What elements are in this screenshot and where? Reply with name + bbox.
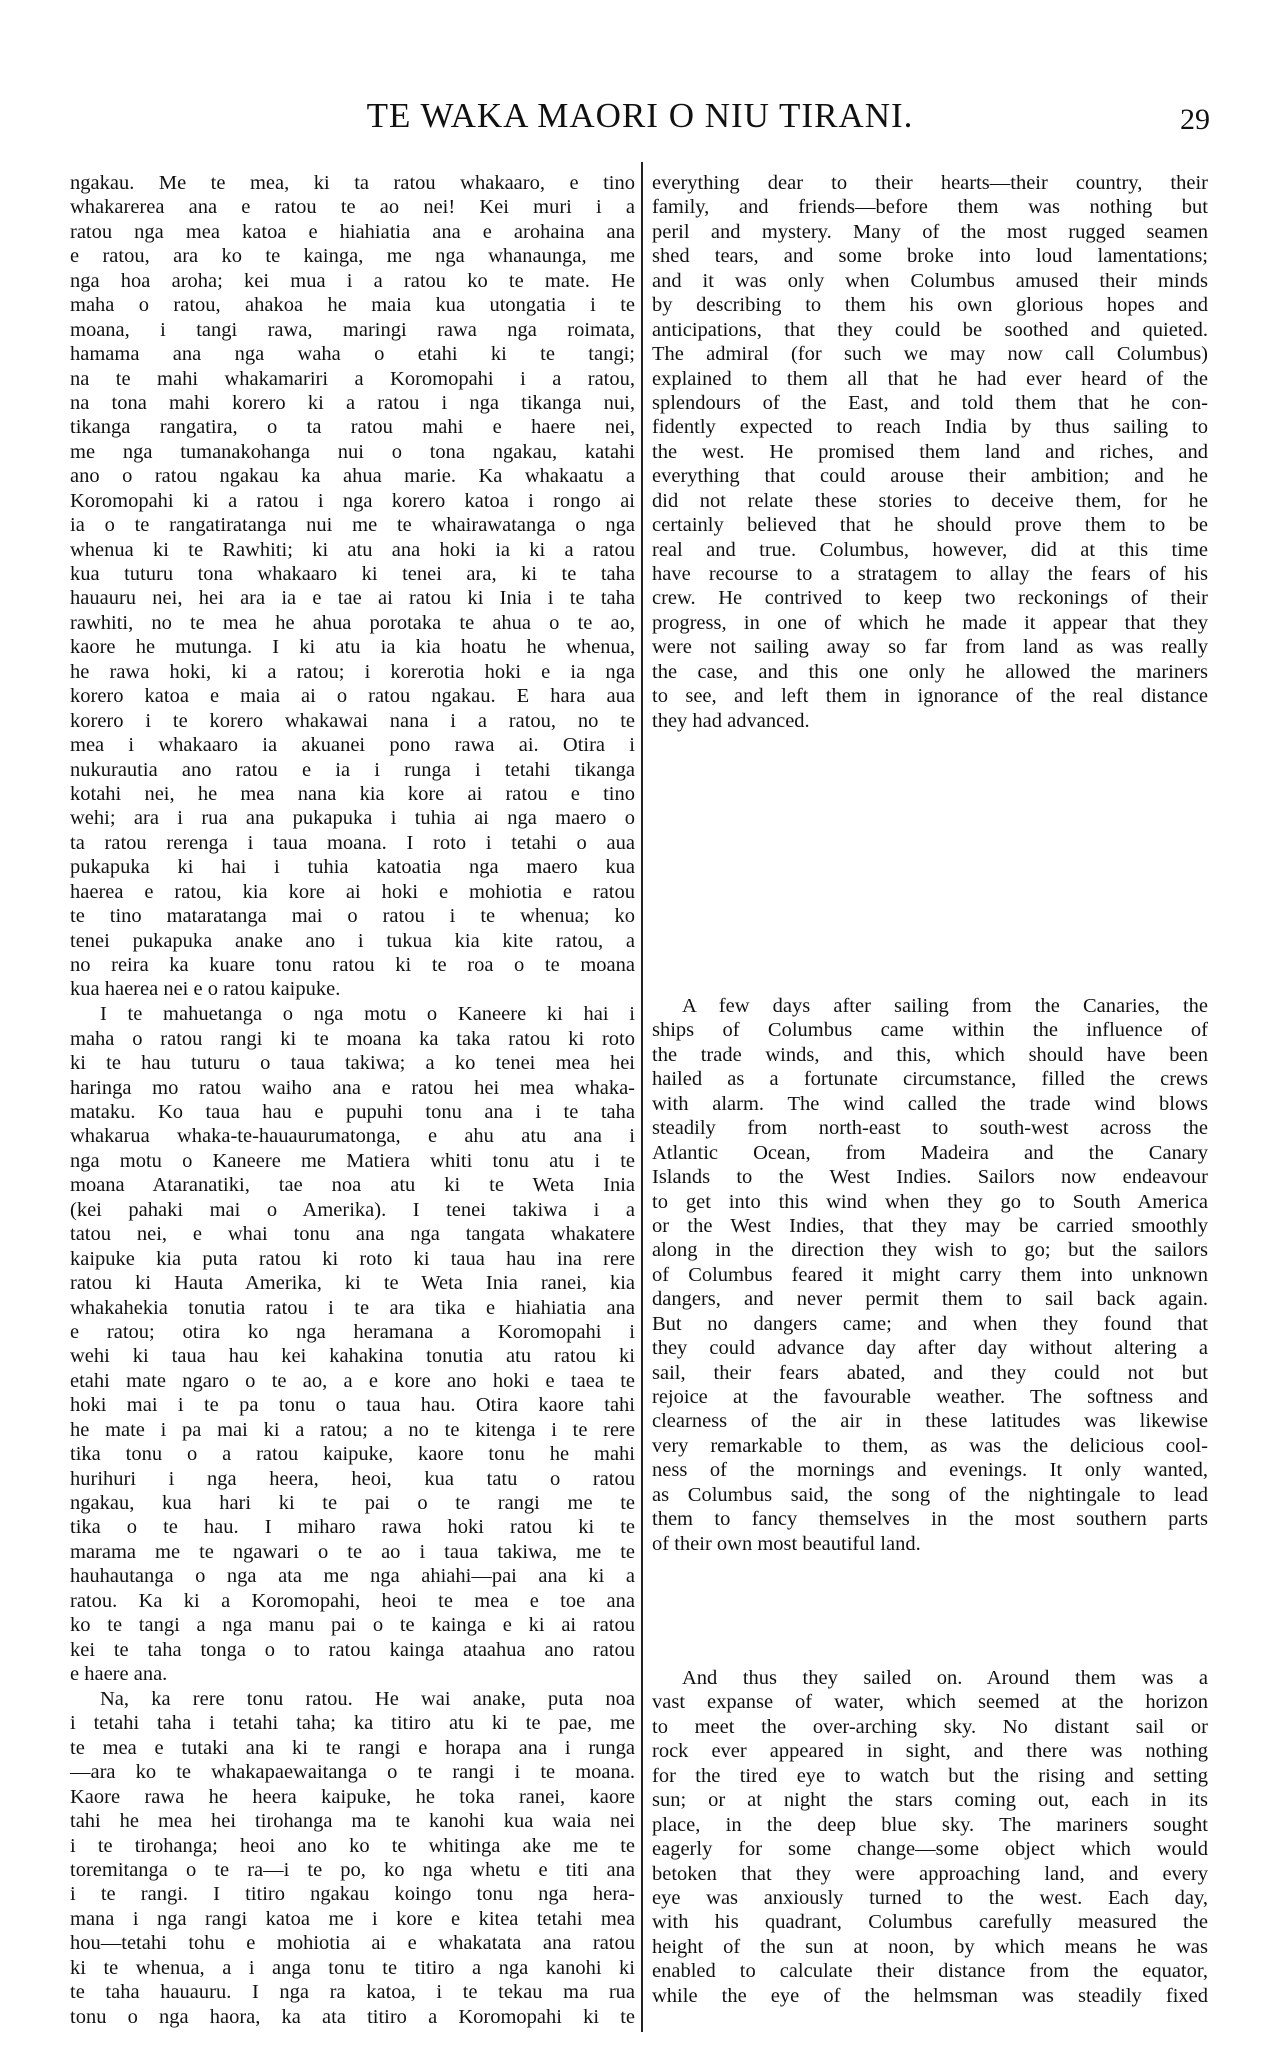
text-line: The admiral (for such we may now call Columbus)	[652, 343, 1208, 366]
text-line: ki te hau tuturu o taua takiwa; a ko tenei mea hei	[70, 1052, 635, 1075]
text-line: kaore he mutunga. I ki atu ia kia hoatu he whenua,	[70, 636, 635, 659]
text-line: i tetahi taha i tetahi taha; ka titiro atu ki te pae, me	[70, 1712, 635, 1735]
text-line: he mate i pa mai ki a ratou; a no te kitenga i te rere	[70, 1418, 635, 1441]
text-line: did not relate these stories to deceive them, for he	[652, 489, 1208, 512]
text-line: them to fancy themselves in the most southern parts	[652, 1508, 1208, 1531]
text-line: while the eye of the helmsman was steadily fixed	[652, 1984, 1208, 2007]
text-line: whakahekia tonutia ratou i te ara tika e hiahiatia ana	[70, 1296, 635, 1319]
text-line: i te rangi. I titiro ngakau koingo tonu nga hera-	[70, 1883, 635, 1906]
text-line: of their own most beautiful land.	[652, 1532, 921, 1555]
text-line: te mea e tutaki ana ki te rangi e horapa ana i runga	[70, 1736, 635, 1759]
text-line: dangers, and never permit them to sail back again.	[652, 1288, 1208, 1311]
text-line: ki te whenua, a i anga tonu te titiro a nga kanohi ki	[70, 1956, 635, 1979]
text-line: hurihuri i nga heera, heoi, kua tatu o ratou	[70, 1467, 635, 1490]
text-line: e ratou; otira ko nga heramana a Koromopahi i	[70, 1320, 635, 1343]
text-line: kua haerea nei e o ratou kaipuke.	[70, 978, 341, 1001]
text-line: family, and friends—before them was nothing but	[652, 196, 1208, 219]
text-line: rejoice at the favourable weather. The softness and	[652, 1386, 1208, 1408]
text-line: te taha hauauru. I nga ra katoa, i te tekau ma rua	[70, 1981, 635, 2004]
text-line: haringa mo ratou waiho ana e ratou hei mea whaka-	[70, 1076, 635, 1099]
text-line: with alarm. The wind called the trade wind blows	[652, 1092, 1208, 1115]
text-line: betoken that they were approaching land, and every	[652, 1862, 1208, 1885]
text-line: and it was only when Columbus amused their minds	[652, 269, 1208, 292]
text-line: by describing to them his own glorious hopes and	[652, 294, 1208, 317]
text-line: he rawa hoki, ki a ratou; i korerotia hoki e ia nga	[70, 660, 635, 683]
text-line: hoki mai i te pa tonu o taua hau. Otira kaore tahi	[70, 1394, 635, 1417]
text-line: korero katoa e maia ai o ratou ngakau. E hara aua	[70, 685, 635, 708]
text-line: ngakau. Me te mea, ki ta ratou whakaaro, e tino	[70, 172, 635, 194]
text-line: height of the sun at noon, by which means he was	[652, 1935, 1208, 1958]
text-line: everything dear to their hearts—their country, their	[652, 172, 1208, 194]
text-line: And thus they sailed on. Around them was a	[682, 1667, 1208, 1689]
paragraph	[70, 171, 635, 1002]
text-line: eagerly for some change—some object which would	[652, 1838, 1208, 1861]
text-line: they had advanced.	[652, 709, 810, 732]
text-line: no reira ka kuare tonu ratou ki te roa o te moana	[70, 954, 635, 976]
text-line: ratou nga mea katoa e hiahiatia ana e arohaina ana	[70, 220, 635, 243]
text-line: i te tirohanga; heoi ano ko te whitinga ake me te	[70, 1834, 635, 1857]
text-line: tenei pukapuka anake ano i tukua kia kite ratou, a	[70, 929, 635, 952]
text-line: nga hoa aroha; kei mua i a ratou ko te mate. He	[70, 269, 635, 292]
text-line: Koromopahi ki a ratou i nga korero katoa i rongo ai	[70, 489, 635, 512]
text-line: vast expanse of water, which seemed at the horizon	[652, 1691, 1208, 1714]
text-line: tonu o nga haora, ka ata titiro a Koromopahi ki te	[70, 2005, 635, 2028]
text-line: peril and mystery. Many of the most rugged seamen	[652, 220, 1208, 243]
text-line: Kaore rawa he heera kaipuke, he toka ranei, kaore	[70, 1785, 635, 1808]
text-line: whakarerea ana e ratou te ao nei! Kei muri i a	[70, 196, 635, 219]
text-line: with his quadrant, Columbus carefully measured the	[652, 1911, 1208, 1934]
text-line: ano o ratou ngakau ka ahua marie. Ka whakaatu a	[70, 465, 635, 488]
text-line: wehi; ara i rua ana pukapuka i tuhia ai nga maero o	[70, 807, 635, 830]
text-line: etahi mate ngaro o te ao, a e kore ano hoki e taea te	[70, 1369, 635, 1392]
text-line: kua tuturu tona whakaaro ki tenei ara, ki te taha	[70, 563, 635, 585]
text-line: along in the direction they wish to go; but the sailors	[652, 1239, 1208, 1262]
paragraph	[70, 1687, 635, 2029]
text-line: (kei pahaki mai o Amerika). I tenei takiwa i a	[70, 1198, 635, 1221]
text-line: tika o te hau. I miharo rawa hoki ratou ki te	[70, 1516, 635, 1539]
text-line: the case, and this one only he allowed the mariners	[652, 660, 1208, 683]
text-line: place, in the deep blue sky. The mariners sought	[652, 1813, 1208, 1836]
text-line: tatou nei, e whai tonu ana nga tangata whakatere	[70, 1223, 635, 1246]
text-line: pukapuka ki hai i tuhia katoatia nga maero kua	[70, 856, 635, 879]
text-line: hauauru nei, hei ara ia e tae ai ratou ki Inia i te taha	[70, 587, 635, 610]
text-line: ness of the mornings and evenings. It only wanted,	[652, 1459, 1208, 1482]
text-line: hauhautanga o nga ata me nga ahiahi—pai ana ki a	[70, 1565, 635, 1588]
text-line: tika tonu o a ratou kaipuke, kaore tonu he mahi	[70, 1443, 635, 1466]
text-line: anticipations, that they could be soothed and quieted.	[652, 318, 1208, 341]
page-number: 29	[1180, 103, 1210, 136]
text-line: moana Ataranatiki, tae noa atu ki te Weta Inia	[70, 1174, 635, 1197]
text-line: for the tired eye to watch but the rising and setting	[652, 1764, 1208, 1787]
text-line: of Columbus feared it might carry them into unknown	[652, 1263, 1208, 1286]
text-line: explained to them all that he had ever heard of the	[652, 367, 1208, 390]
text-line: ngakau, kua hari ki te pai o te rangi me te	[70, 1492, 635, 1515]
text-line: splendours of the East, and told them that he con-	[652, 391, 1208, 414]
text-line: sail, their fears abated, and they could not but	[652, 1361, 1208, 1384]
text-line: to see, and left them in ignorance of the real distance	[652, 685, 1208, 708]
text-line: hou—tetahi tohu e mohiotia ai e whakatata ana ratou	[70, 1932, 635, 1955]
text-line: marama me te ngawari o te ao i taua takiwa, me te	[70, 1540, 635, 1563]
text-line: tikanga rangatira, o ta ratou mahi e haere nei,	[70, 416, 635, 439]
text-line: real and true. Columbus, however, did at this time	[652, 538, 1208, 561]
text-line: rock ever appeared in sight, and there was nothing	[652, 1740, 1208, 1763]
text-line: as Columbus said, the song of the nightingale to lead	[652, 1483, 1208, 1506]
paragraph	[70, 1002, 635, 1686]
text-line: to get into this wind when they go to South America	[652, 1190, 1208, 1213]
text-line: were not sailing away so far from land as was really	[652, 636, 1208, 659]
text-line: Atlantic Ocean, from Madeira and the Canary	[652, 1141, 1208, 1164]
text-line: ratou ki Hauta Amerika, ki te Weta Inia ranei, kia	[70, 1272, 635, 1295]
text-line: have recourse to a stratagem to allay the fears of his	[652, 563, 1208, 585]
text-line: the west. He promised them land and riches, and	[652, 440, 1208, 463]
text-line: kotahi nei, he mea nana kia kore ai ratou e tino	[70, 782, 635, 805]
text-line: crew. He contrived to keep two reckonings of their	[652, 587, 1208, 610]
paragraph	[652, 1666, 1208, 2008]
text-line: nukurautia ano ratou e ia i runga i tetahi tikanga	[70, 758, 635, 781]
text-line: ships of Columbus came within the influence of	[652, 1019, 1208, 1042]
text-line: eye was anxiously turned to the west. Each day,	[652, 1886, 1208, 1909]
text-line: enabled to calculate their distance from the equator,	[652, 1960, 1208, 1983]
text-line: nga motu o Kaneere me Matiera whiti tonu atu i te	[70, 1149, 635, 1172]
text-line: I te mahuetanga o nga motu o Kaneere ki hai i	[100, 1003, 635, 1026]
text-line: kei te taha tonga o to ratou kainga ataahua ano ratou	[70, 1638, 635, 1661]
text-line: ko te tangi a nga manu pai o te kainga e ki ai ratou	[70, 1614, 635, 1637]
text-line: everything that could arouse their ambition; and he	[652, 465, 1208, 488]
text-line: Na, ka rere tonu ratou. He wai anake, puta noa	[100, 1687, 635, 1710]
text-line: ia o te rangatiratanga nui me te whairawatanga o nga	[70, 514, 635, 537]
text-line: sun; or at night the stars coming out, each in its	[652, 1789, 1208, 1812]
text-line: hailed as a fortunate circumstance, filled the crews	[652, 1068, 1208, 1091]
text-line: e ratou, ara ko te kainga, me nga whanaunga, me	[70, 245, 635, 268]
text-line: te tino mataratanga mai o ratou i te whenua; ko	[70, 905, 635, 928]
text-line: the trade winds, and this, which should have been	[652, 1043, 1208, 1066]
text-line: to meet the over-arching sky. No distant sail or	[652, 1715, 1208, 1738]
text-line: wehi ki taua hau kei kahakina tonutia atu ratou ki	[70, 1345, 635, 1368]
text-line: very remarkable to them, as was the delicious cool-	[652, 1434, 1208, 1457]
text-line: maha o ratou, ahakoa he maia kua utongatia i te	[70, 294, 635, 317]
text-line: Islands to the West Indies. Sailors now endeavour	[652, 1166, 1208, 1189]
text-line: progress, in one of which he made it appear that they	[652, 611, 1208, 634]
text-line: ta ratou rerenga i taua moana. I roto i tetahi o aua	[70, 831, 635, 854]
text-line: mea i whakaaro ia akuanei pono rawa ai. Otira i	[70, 734, 635, 757]
text-line: me nga tumanakohanga nui o tona ngakau, katahi	[70, 440, 635, 463]
text-line: na tona mahi korero ki a ratou i nga tikanga nui,	[70, 391, 635, 414]
text-line: ratou. Ka ki a Koromopahi, heoi te mea e toe ana	[70, 1589, 635, 1612]
text-line: mataku. Ko taua hau e pupuhi tonu ana i te taha	[70, 1101, 635, 1124]
text-line: tahi he mea hei tirohanga ma te kanohi kua waia nei	[70, 1810, 635, 1833]
text-line: korero i te korero whakawai nana i a ratou, no te	[70, 709, 635, 732]
text-line: maha o ratou rangi ki te moana ka taka ratou ki roto	[70, 1027, 635, 1050]
text-line: shed tears, and some broke into loud lamentations;	[652, 245, 1208, 268]
text-line: clearness of the air in these latitudes was likewise	[652, 1410, 1208, 1433]
text-line: kaipuke kia puta ratou ki roto ki taua hau ina rere	[70, 1247, 635, 1270]
text-line: whenua ki te Rawhiti; ki atu ana hoki ia ki a ratou	[70, 538, 635, 561]
text-line: or the West Indies, that they may be carried smoothly	[652, 1214, 1208, 1237]
text-line: moana, i tangi rawa, maringi rawa nga roimata,	[70, 318, 635, 341]
text-line: e haere ana.	[70, 1663, 168, 1686]
text-line: rawhiti, no te mea he ahua porotaka te ahua o te ao,	[70, 611, 635, 634]
text-line: they could advance day after day without altering a	[652, 1337, 1208, 1360]
text-line: fidently expected to reach India by thus sailing to	[652, 416, 1208, 439]
text-line: toremitanga o te ra—i te po, ko nga whetu e titi ana	[70, 1858, 635, 1881]
text-line: haerea e ratou, kia kore ai hoki e mohiotia e ratou	[70, 880, 635, 903]
text-line: A few days after sailing from the Canaries, the	[682, 995, 1208, 1017]
column-divider	[641, 162, 643, 2032]
text-line: steadily from north-east to south-west across the	[652, 1117, 1208, 1140]
paragraph	[652, 994, 1208, 1556]
text-line: But no dangers came; and when they found that	[652, 1312, 1208, 1335]
text-line: whakarua whaka-te-hauaurumatonga, e ahu atu ana i	[70, 1125, 635, 1148]
text-line: hamama ana nga waha o etahi ki te tangi;	[70, 343, 635, 366]
text-line: —ara ko te whakapaewaitanga o te rangi i te moana.	[70, 1761, 635, 1784]
text-line: na te mahi whakamariri a Koromopahi i a ratou,	[70, 367, 635, 390]
running-head-title: TE WAKA MAORI O NIU TIRANI.	[366, 96, 914, 135]
text-line: mana i nga rangi katoa me i kore e kitea tetahi mea	[70, 1907, 635, 1930]
text-line: certainly believed that he should prove them to be	[652, 514, 1208, 537]
paragraph	[652, 171, 1208, 733]
